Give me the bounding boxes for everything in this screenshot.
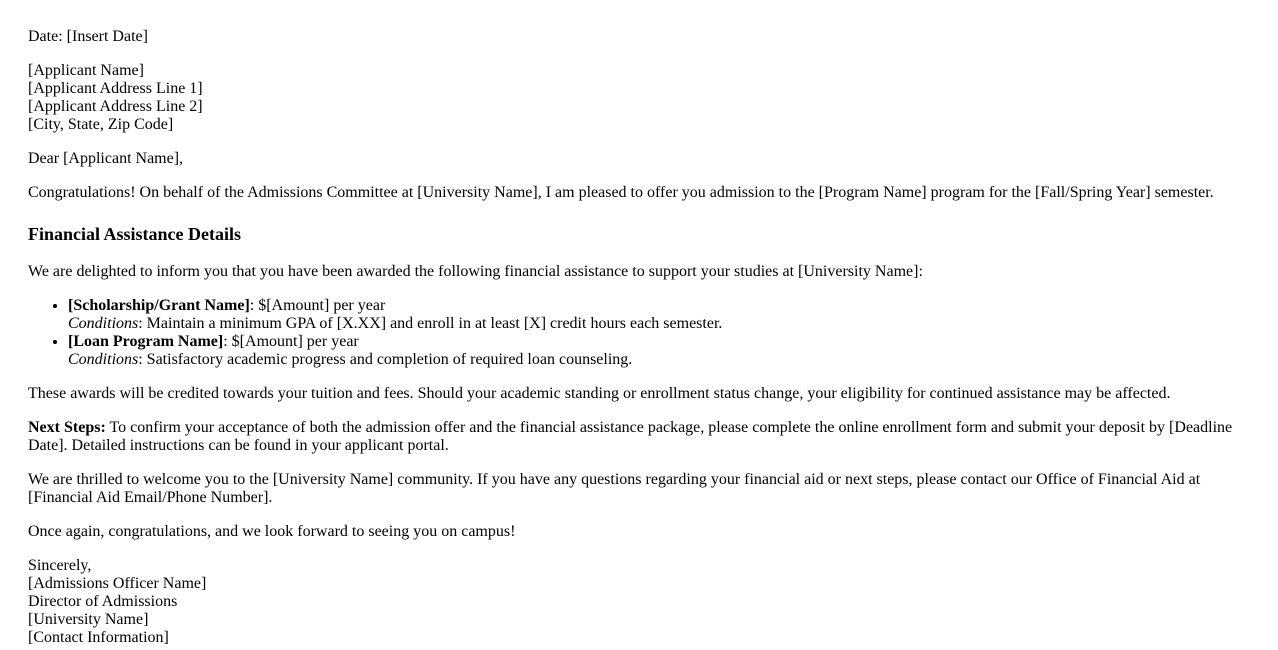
- date-value: [Insert Date]: [66, 28, 148, 45]
- award-conditions: [68, 351, 1250, 369]
- credit-note: These awards will be credited towards your tuition and fees. Should your academic standing or enrollment status change, your eligibility for continued assistance may be affected.: [28, 385, 1171, 402]
- next-steps-text: To confirm your acceptance of both the admission offer and the financial assistance package, please complete the online enrollment form and submit your deposit by [Deadline Date]. Detailed instructions can be found in your applicant portal.: [28, 419, 1233, 454]
- financial-heading: Financial Assistance Details: [28, 224, 242, 244]
- conditions-label: Conditions: [68, 351, 139, 368]
- address-line: [Applicant Name]: [28, 62, 144, 79]
- address-line: [Applicant Address Line 2]: [28, 98, 203, 115]
- address-line: [City, State, Zip Code]: [28, 116, 174, 133]
- welcome-paragraph: We are thrilled to welcome you to the [University Name] community. If you have any questions regarding your financial aid or next steps, please contact our Office of Financial Aid at [Financial Aid Email/Phone Number].: [28, 471, 1201, 506]
- conditions-text: : Satisfactory academic progress and completion of required loan counseling.: [138, 351, 633, 368]
- closing-line: Sincerely,: [28, 557, 92, 574]
- signer-title: Director of Admissions: [28, 593, 178, 610]
- salutation: Dear [Applicant Name],: [28, 150, 184, 167]
- list-item: [68, 297, 1250, 333]
- awards-list: [28, 297, 1250, 369]
- award-amount: : $[Amount] per year: [249, 297, 386, 314]
- award-conditions: [68, 315, 1250, 333]
- award-name: [Scholarship/Grant Name]: [68, 297, 250, 314]
- next-steps-paragraph: [28, 419, 1250, 455]
- award-name: [Loan Program Name]: [68, 333, 224, 350]
- award-amount: : $[Amount] per year: [223, 333, 359, 350]
- intro-paragraph: Congratulations! On behalf of the Admissions Committee at [University Name], I am pleased to offer you admission to the [Program Name] program for the [Fall/Spring Year] semester.: [28, 184, 1214, 201]
- signer-contact: [Contact Information]: [28, 629, 169, 646]
- signer-name: [Admissions Officer Name]: [28, 575, 207, 592]
- date-line: [28, 28, 1250, 46]
- conditions-text: : Maintain a minimum GPA of [X.XX] and enroll in at least [X] credit hours each semester.: [138, 315, 723, 332]
- financial-intro: We are delighted to inform you that you have been awarded the following financial assistance to support your studies at [University Name]:: [28, 263, 923, 280]
- date-label: Date:: [28, 28, 63, 45]
- signer-university: [University Name]: [28, 611, 149, 628]
- closing-block: [28, 557, 1250, 647]
- applicant-address: [28, 62, 1250, 134]
- congrats-again-paragraph: Once again, congratulations, and we look forward to seeing you on campus!: [28, 523, 516, 540]
- conditions-label: Conditions: [68, 315, 139, 332]
- next-steps-label: Next Steps:: [28, 419, 106, 436]
- address-line: [Applicant Address Line 1]: [28, 80, 203, 97]
- list-item: [68, 333, 1250, 369]
